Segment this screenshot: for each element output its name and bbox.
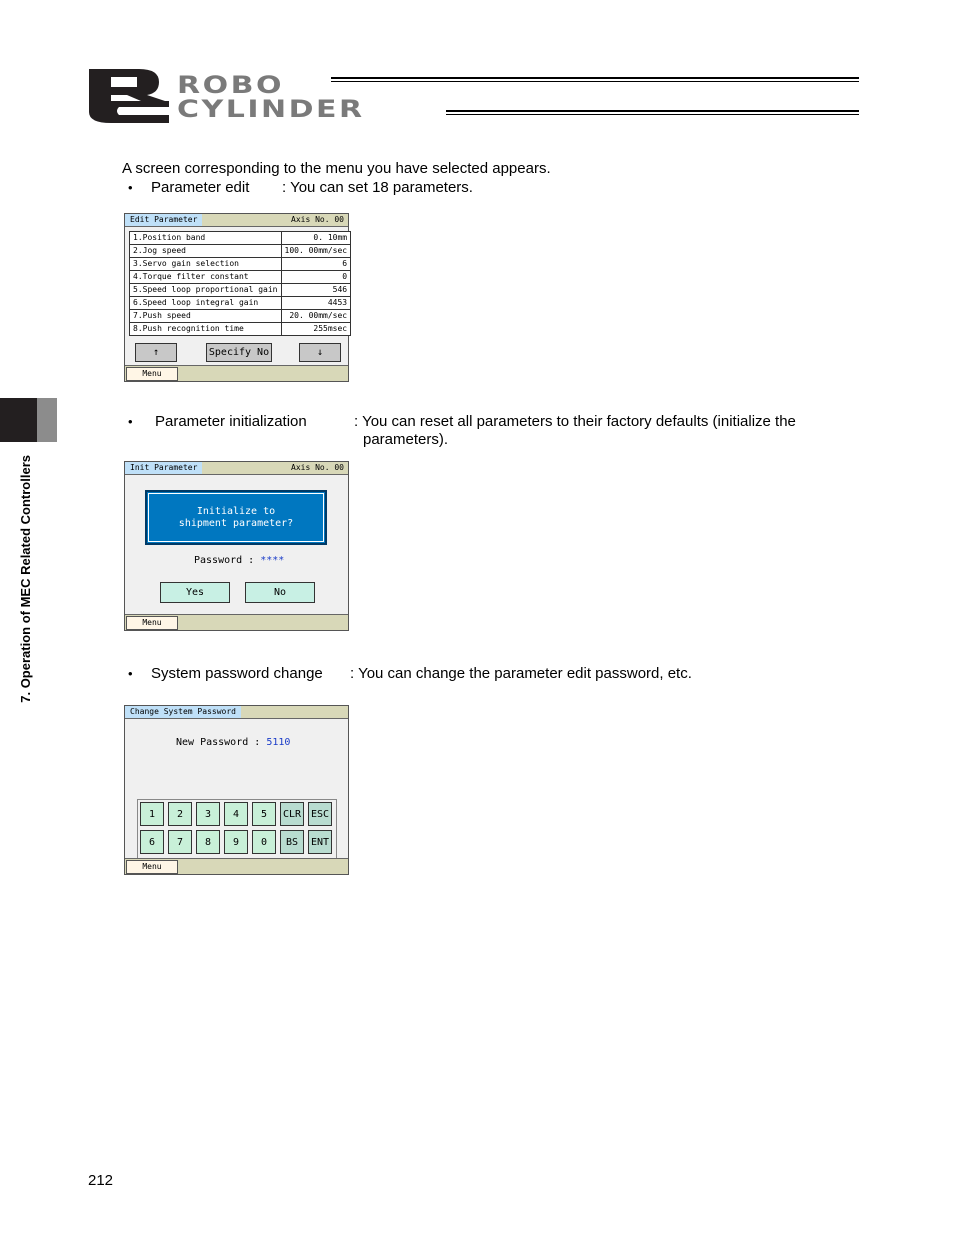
key-7[interactable]: 7	[168, 830, 192, 854]
initialize-confirm-dialog	[145, 490, 327, 545]
param-name: 7.Push speed	[130, 310, 282, 323]
dialog-message-line2: shipment parameter?	[178, 517, 294, 529]
key-9[interactable]: 9	[224, 830, 248, 854]
screen-title: Edit Parameter	[125, 214, 202, 226]
param-value: 100. 00mm/sec	[281, 245, 351, 258]
no-button[interactable]: No	[245, 582, 315, 603]
param-value: 20. 00mm/sec	[281, 310, 351, 323]
menu-button[interactable]: Menu	[126, 616, 178, 630]
param-name: 4.Torque filter constant	[130, 271, 282, 284]
key-8[interactable]: 8	[196, 830, 220, 854]
new-password-row	[176, 737, 290, 749]
param-name: 1.Position band	[130, 232, 282, 245]
param-value: 0	[281, 271, 351, 284]
init-parameter-screen	[124, 461, 349, 631]
key-3[interactable]: 3	[196, 802, 220, 826]
param-value: 255msec	[281, 323, 351, 336]
key-bs[interactable]: BS	[280, 830, 304, 854]
screen-titlebar	[125, 214, 348, 227]
param-value: 0. 10mm	[281, 232, 351, 245]
section-item-system-password-change: System password change	[151, 665, 323, 682]
param-value: 6	[281, 258, 351, 271]
screen-title: Init Parameter	[125, 462, 202, 474]
side-tab-dark	[0, 398, 37, 442]
scroll-down-button[interactable]: ↓	[299, 343, 341, 362]
key-1[interactable]: 1	[140, 802, 164, 826]
header-rule-bottom-thin	[446, 114, 859, 115]
password-field[interactable]: ****	[260, 555, 285, 566]
key-ent[interactable]: ENT	[308, 830, 332, 854]
param-name: 5.Speed loop proportional gain	[130, 284, 282, 297]
screen-bottombar	[125, 365, 348, 381]
param-name: 2.Jog speed	[130, 245, 282, 258]
param-name: 6.Speed loop integral gain	[130, 297, 282, 310]
rc-logo-mark	[89, 69, 169, 123]
screen-bottombar	[125, 858, 348, 874]
parameter-table	[129, 231, 351, 336]
logo-word-cylinder: CYLINDER	[177, 95, 365, 123]
key-clr[interactable]: CLR	[280, 802, 304, 826]
password-row	[194, 555, 284, 567]
key-0[interactable]: 0	[252, 830, 276, 854]
axis-number: Axis No. 00	[291, 215, 344, 224]
param-value: 4453	[281, 297, 351, 310]
bullet: •	[128, 414, 133, 429]
param-value: 546	[281, 284, 351, 297]
key-2[interactable]: 2	[168, 802, 192, 826]
key-esc[interactable]: ESC	[308, 802, 332, 826]
change-system-password-screen	[124, 705, 349, 875]
header-rule-top-thin	[331, 81, 859, 82]
specify-no-button[interactable]: Specify No	[206, 343, 272, 362]
yes-button[interactable]: Yes	[160, 582, 230, 603]
section-item-parameter-edit: Parameter edit	[151, 179, 250, 196]
section-desc-parameter-initialization-cont: parameters).	[363, 431, 449, 448]
page-number: 212	[88, 1172, 114, 1189]
bullet: •	[128, 180, 133, 195]
intro-text: A screen corresponding to the menu you have selected appears.	[122, 160, 551, 177]
table-row[interactable]	[130, 297, 351, 310]
table-row[interactable]	[130, 245, 351, 258]
table-row[interactable]	[130, 310, 351, 323]
axis-number: Axis No. 00	[291, 463, 344, 472]
key-6[interactable]: 6	[140, 830, 164, 854]
table-row[interactable]	[130, 271, 351, 284]
dialog-message-line1: Initialize to	[196, 505, 276, 517]
keypad	[137, 799, 337, 859]
param-name: 8.Push recognition time	[130, 323, 282, 336]
chapter-side-label: 7. Operation of MEC Related Controllers	[18, 455, 33, 703]
table-row[interactable]	[130, 258, 351, 271]
param-name: 3.Servo gain selection	[130, 258, 282, 271]
key-4[interactable]: 4	[224, 802, 248, 826]
menu-button[interactable]: Menu	[126, 367, 178, 381]
section-desc-system-password-change: : You can change the parameter edit password, etc.	[350, 665, 692, 682]
section-desc-parameter-edit: : You can set 18 parameters.	[282, 179, 473, 196]
screen-titlebar	[125, 462, 348, 475]
table-row[interactable]	[130, 284, 351, 297]
key-5[interactable]: 5	[252, 802, 276, 826]
password-label: Password :	[194, 555, 255, 566]
header-rule-bottom	[446, 110, 859, 112]
table-row[interactable]	[130, 232, 351, 245]
bullet: •	[128, 666, 133, 681]
screen-title: Change System Password	[125, 706, 241, 718]
section-desc-parameter-initialization: : You can reset all parameters to their factory defaults (initialize the	[354, 413, 796, 430]
menu-button[interactable]: Menu	[126, 860, 178, 874]
screen-bottombar	[125, 614, 348, 630]
new-password-label: New Password :	[176, 737, 261, 748]
side-tab-grey	[37, 398, 57, 442]
table-row[interactable]	[130, 323, 351, 336]
new-password-field[interactable]: 5110	[266, 737, 291, 748]
header-rule-top	[331, 77, 859, 79]
screen-titlebar	[125, 706, 348, 719]
scroll-up-button[interactable]: ↑	[135, 343, 177, 362]
edit-parameter-screen	[124, 213, 349, 382]
section-item-parameter-initialization: Parameter initialization	[155, 413, 307, 430]
logo-word-robo: ROBO	[177, 71, 284, 99]
